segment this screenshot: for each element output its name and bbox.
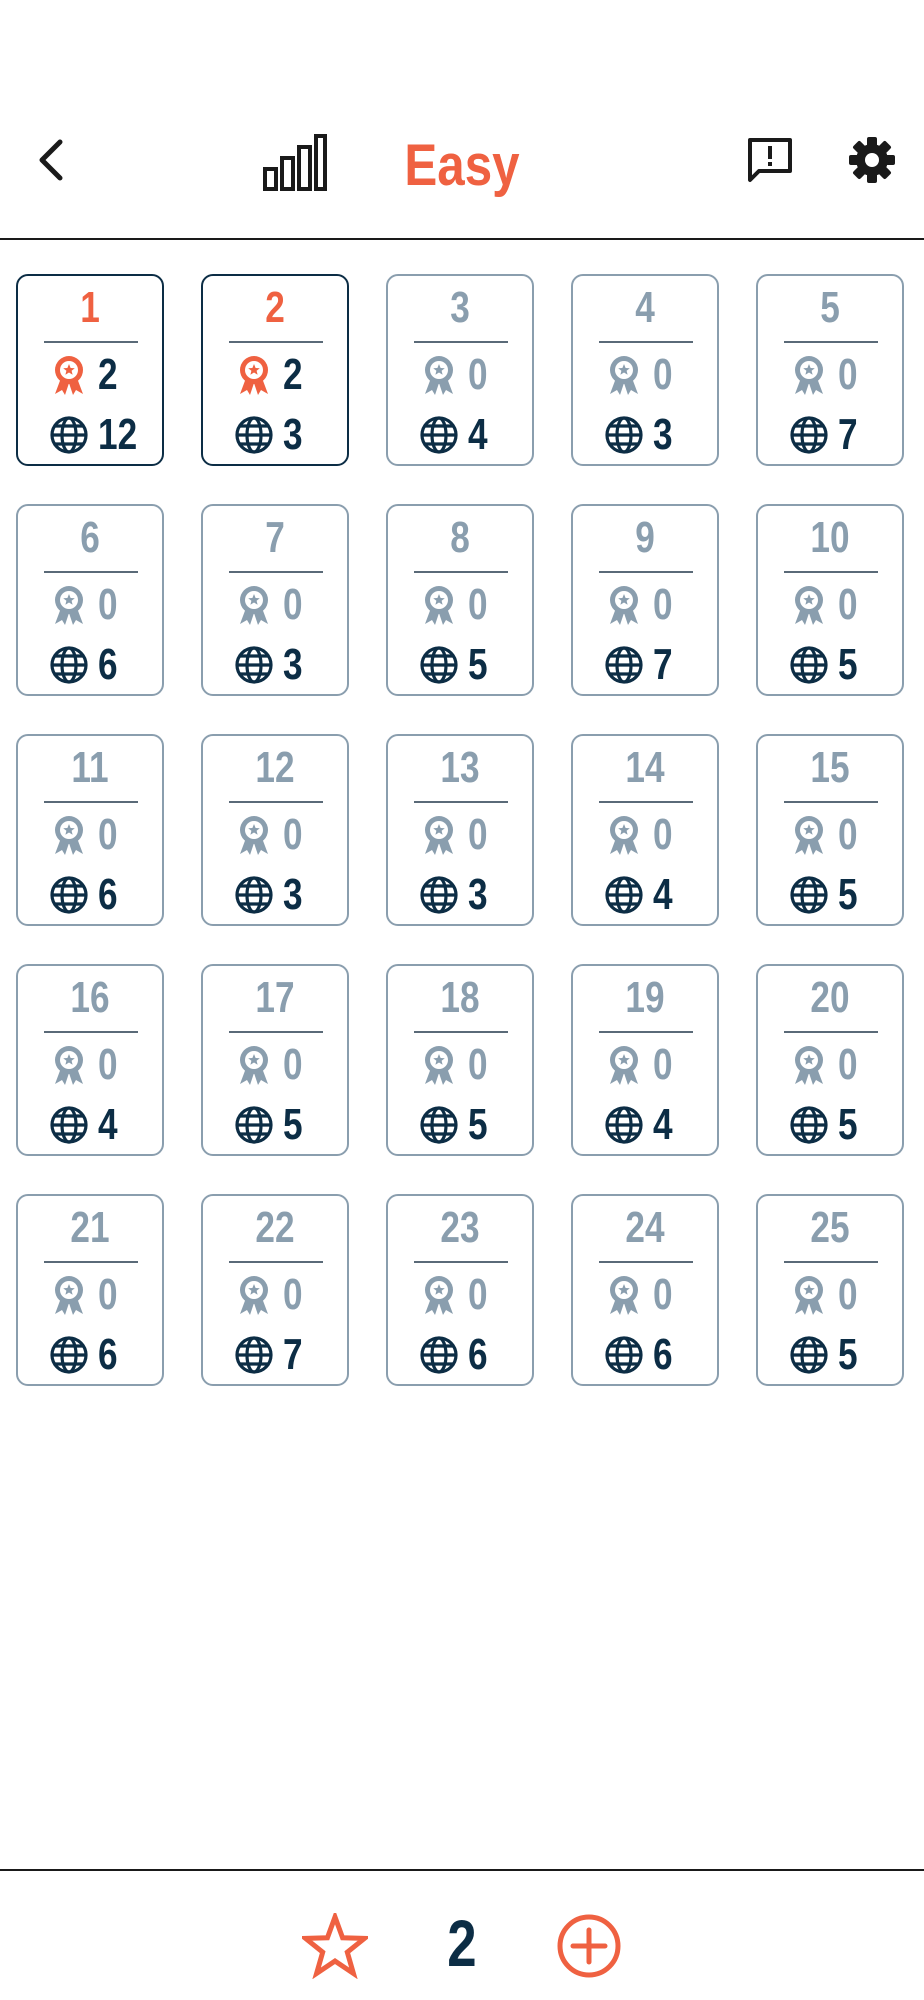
medal-icon — [418, 1274, 460, 1316]
level-divider — [599, 341, 693, 343]
star-count: 2 — [447, 1906, 477, 1980]
medals-row — [233, 352, 307, 398]
medal-icon — [48, 584, 90, 626]
medal-icon — [48, 1274, 90, 1316]
medals-row — [48, 812, 122, 858]
level-divider — [599, 571, 693, 573]
globe-icon — [233, 414, 275, 456]
level-number: 14 — [625, 743, 665, 792]
medal-count: 0 — [98, 1270, 118, 1319]
medal-count: 0 — [838, 1270, 858, 1319]
plus-circle-icon — [556, 1913, 622, 1979]
level-divider — [44, 1261, 138, 1263]
medals-row — [788, 352, 862, 398]
players-row — [603, 872, 677, 918]
level-card[interactable] — [756, 964, 904, 1156]
player-count: 3 — [283, 410, 303, 459]
level-number: 6 — [80, 513, 100, 562]
players-row — [603, 1332, 677, 1378]
medal-count: 0 — [838, 1040, 858, 1089]
players-row — [233, 642, 307, 688]
globe-icon — [418, 1334, 460, 1376]
level-card[interactable] — [571, 504, 719, 696]
level-number: 16 — [70, 973, 110, 1022]
player-count: 4 — [98, 1100, 118, 1149]
medals-row — [48, 1042, 122, 1088]
globe-icon — [788, 1104, 830, 1146]
player-count: 7 — [283, 1330, 303, 1379]
star-icon — [302, 1913, 368, 1979]
level-number: 21 — [70, 1203, 110, 1252]
header-divider — [0, 238, 924, 240]
level-divider — [414, 341, 508, 343]
level-number: 12 — [255, 743, 295, 792]
medals-row — [418, 1272, 492, 1318]
globe-icon — [603, 1104, 645, 1146]
level-number: 20 — [810, 973, 850, 1022]
level-number: 7 — [265, 513, 285, 562]
medal-icon — [418, 814, 460, 856]
level-card[interactable] — [201, 1194, 349, 1386]
globe-icon — [48, 414, 90, 456]
level-card[interactable] — [16, 504, 164, 696]
medal-count: 0 — [653, 1270, 673, 1319]
player-count: 3 — [283, 640, 303, 689]
medals-row — [603, 582, 677, 628]
level-divider — [599, 1261, 693, 1263]
level-number: 25 — [810, 1203, 850, 1252]
medals-row — [233, 1272, 307, 1318]
globe-icon — [48, 874, 90, 916]
medal-icon — [603, 1044, 645, 1086]
globe-icon — [418, 1104, 460, 1146]
players-row — [48, 872, 122, 918]
gear-icon — [847, 135, 897, 185]
medal-icon — [603, 584, 645, 626]
player-count: 5 — [838, 870, 858, 919]
medal-icon — [418, 1044, 460, 1086]
medals-row — [788, 582, 862, 628]
medals-row — [418, 1042, 492, 1088]
player-count: 5 — [838, 1100, 858, 1149]
bar-chart-icon — [262, 133, 328, 193]
medal-icon — [233, 814, 275, 856]
level-number: 11 — [71, 743, 109, 792]
player-count: 5 — [468, 1100, 488, 1149]
medals-row — [233, 582, 307, 628]
level-divider — [414, 571, 508, 573]
medal-count: 0 — [653, 580, 673, 629]
level-number: 9 — [635, 513, 655, 562]
level-divider — [229, 341, 323, 343]
players-row — [788, 642, 862, 688]
level-divider — [229, 1261, 323, 1263]
players-row — [233, 1332, 307, 1378]
level-card[interactable] — [756, 504, 904, 696]
medal-count: 0 — [98, 1040, 118, 1089]
feedback-icon — [745, 135, 795, 185]
page-title: Easy — [404, 132, 520, 198]
back-button[interactable] — [22, 130, 82, 190]
level-card[interactable] — [16, 274, 164, 466]
players-row — [418, 1102, 492, 1148]
medals-row — [788, 1042, 862, 1088]
globe-icon — [788, 414, 830, 456]
medal-count: 0 — [653, 350, 673, 399]
level-number: 8 — [450, 513, 470, 562]
medal-icon — [418, 584, 460, 626]
medal-icon — [418, 354, 460, 396]
level-card[interactable] — [756, 734, 904, 926]
medal-count: 0 — [468, 580, 488, 629]
level-number: 22 — [255, 1203, 295, 1252]
level-number: 3 — [450, 283, 470, 332]
medal-count: 0 — [283, 810, 303, 859]
player-count: 4 — [653, 870, 673, 919]
medal-count: 0 — [468, 1040, 488, 1089]
players-row — [233, 1102, 307, 1148]
player-count: 5 — [838, 640, 858, 689]
level-divider — [44, 1031, 138, 1033]
medal-icon — [233, 354, 275, 396]
level-card[interactable] — [386, 504, 534, 696]
globe-icon — [603, 1334, 645, 1376]
level-number: 4 — [635, 283, 655, 332]
globe-icon — [233, 1104, 275, 1146]
level-card[interactable] — [201, 504, 349, 696]
level-number: 1 — [80, 283, 100, 332]
globe-icon — [603, 874, 645, 916]
medals-row — [233, 812, 307, 858]
medals-row — [603, 812, 677, 858]
medal-icon — [788, 814, 830, 856]
level-card[interactable] — [16, 1194, 164, 1386]
player-count: 3 — [468, 870, 488, 919]
chevron-left-icon — [32, 136, 72, 184]
player-count: 6 — [98, 870, 118, 919]
level-divider — [229, 1031, 323, 1033]
level-card[interactable] — [386, 734, 534, 926]
medal-count: 0 — [98, 810, 118, 859]
player-count: 6 — [468, 1330, 488, 1379]
players-row — [418, 1332, 492, 1378]
player-count: 4 — [468, 410, 488, 459]
players-row — [603, 642, 677, 688]
medal-count: 0 — [468, 350, 488, 399]
level-number: 13 — [440, 743, 480, 792]
players-row — [48, 1102, 122, 1148]
globe-icon — [788, 874, 830, 916]
player-count: 6 — [98, 1330, 118, 1379]
globe-icon — [603, 644, 645, 686]
globe-icon — [48, 1334, 90, 1376]
player-count: 3 — [653, 410, 673, 459]
globe-icon — [233, 874, 275, 916]
level-card[interactable] — [201, 274, 349, 466]
level-number: 5 — [820, 283, 840, 332]
players-row — [418, 872, 492, 918]
medal-count: 2 — [98, 350, 118, 399]
medal-count: 0 — [283, 1040, 303, 1089]
medal-icon — [48, 1044, 90, 1086]
medals-row — [48, 582, 122, 628]
medal-icon — [603, 1274, 645, 1316]
globe-icon — [418, 644, 460, 686]
level-card[interactable] — [756, 274, 904, 466]
level-card[interactable] — [571, 1194, 719, 1386]
medal-count: 2 — [283, 350, 303, 399]
level-divider — [414, 1261, 508, 1263]
medal-icon — [788, 584, 830, 626]
level-card[interactable] — [571, 964, 719, 1156]
footer — [0, 1871, 924, 2000]
players-row — [788, 412, 862, 458]
globe-icon — [603, 414, 645, 456]
medals-row — [788, 1272, 862, 1318]
level-divider — [414, 1031, 508, 1033]
level-number: 18 — [440, 973, 480, 1022]
medal-count: 0 — [468, 810, 488, 859]
medals-row — [418, 582, 492, 628]
medal-icon — [788, 354, 830, 396]
medals-row — [603, 1042, 677, 1088]
player-count: 7 — [838, 410, 858, 459]
globe-icon — [233, 644, 275, 686]
players-row — [233, 872, 307, 918]
level-number: 17 — [255, 973, 295, 1022]
player-count: 4 — [653, 1100, 673, 1149]
level-divider — [44, 801, 138, 803]
players-row — [48, 412, 147, 458]
level-number: 2 — [265, 283, 285, 332]
medal-count: 0 — [653, 1040, 673, 1089]
medal-icon — [233, 1044, 275, 1086]
level-card[interactable] — [571, 274, 719, 466]
medal-count: 0 — [468, 1270, 488, 1319]
players-row — [788, 1332, 862, 1378]
level-divider — [599, 1031, 693, 1033]
level-card[interactable] — [16, 734, 164, 926]
medals-row — [233, 1042, 307, 1088]
stats-button[interactable] — [258, 130, 332, 196]
medal-icon — [233, 584, 275, 626]
medal-icon — [233, 1274, 275, 1316]
globe-icon — [48, 1104, 90, 1146]
player-count: 5 — [283, 1100, 303, 1149]
globe-icon — [788, 644, 830, 686]
level-divider — [44, 341, 138, 343]
stars-button[interactable] — [300, 1911, 370, 1981]
level-number: 15 — [810, 743, 850, 792]
level-number: 24 — [625, 1203, 665, 1252]
medal-count: 0 — [838, 350, 858, 399]
medals-row — [418, 352, 492, 398]
level-card[interactable] — [386, 274, 534, 466]
players-row — [788, 1102, 862, 1148]
globe-icon — [48, 644, 90, 686]
settings-button[interactable] — [842, 130, 902, 190]
player-count: 6 — [653, 1330, 673, 1379]
medal-icon — [788, 1274, 830, 1316]
level-number: 10 — [810, 513, 850, 562]
medals-row — [48, 352, 122, 398]
medals-row — [48, 1272, 122, 1318]
players-row — [603, 1102, 677, 1148]
level-card[interactable] — [386, 1194, 534, 1386]
level-divider — [229, 801, 323, 803]
feedback-button[interactable] — [740, 130, 800, 190]
globe-icon — [233, 1334, 275, 1376]
level-number: 19 — [625, 973, 665, 1022]
level-divider — [784, 801, 878, 803]
header — [0, 0, 924, 240]
players-row — [48, 1332, 122, 1378]
players-row — [418, 412, 492, 458]
level-divider — [784, 1031, 878, 1033]
medal-count: 0 — [283, 1270, 303, 1319]
medals-row — [603, 352, 677, 398]
medal-icon — [48, 354, 90, 396]
level-number: 23 — [440, 1203, 480, 1252]
player-count: 3 — [283, 870, 303, 919]
player-count: 7 — [653, 640, 673, 689]
medals-row — [418, 812, 492, 858]
medal-icon — [603, 354, 645, 396]
medal-count: 0 — [98, 580, 118, 629]
level-card[interactable] — [16, 964, 164, 1156]
players-row — [603, 412, 677, 458]
player-count: 12 — [98, 410, 138, 459]
medal-count: 0 — [838, 580, 858, 629]
level-card[interactable] — [201, 734, 349, 926]
medal-count: 0 — [283, 580, 303, 629]
medals-row — [788, 812, 862, 858]
level-divider — [784, 1261, 878, 1263]
level-divider — [784, 571, 878, 573]
players-row — [788, 872, 862, 918]
globe-icon — [418, 874, 460, 916]
level-card[interactable] — [756, 1194, 904, 1386]
add-stars-button[interactable] — [554, 1911, 624, 1981]
player-count: 5 — [468, 640, 488, 689]
level-divider — [784, 341, 878, 343]
medal-icon — [603, 814, 645, 856]
player-count: 6 — [98, 640, 118, 689]
level-card[interactable] — [571, 734, 719, 926]
level-card[interactable] — [386, 964, 534, 1156]
medals-row — [603, 1272, 677, 1318]
medal-count: 0 — [838, 810, 858, 859]
level-divider — [229, 571, 323, 573]
level-divider — [414, 801, 508, 803]
player-count: 5 — [838, 1330, 858, 1379]
players-row — [48, 642, 122, 688]
globe-icon — [418, 414, 460, 456]
level-divider — [599, 801, 693, 803]
medal-count: 0 — [653, 810, 673, 859]
level-card[interactable] — [201, 964, 349, 1156]
globe-icon — [788, 1334, 830, 1376]
players-row — [233, 412, 307, 458]
medal-icon — [788, 1044, 830, 1086]
players-row — [418, 642, 492, 688]
medal-icon — [48, 814, 90, 856]
level-divider — [44, 571, 138, 573]
